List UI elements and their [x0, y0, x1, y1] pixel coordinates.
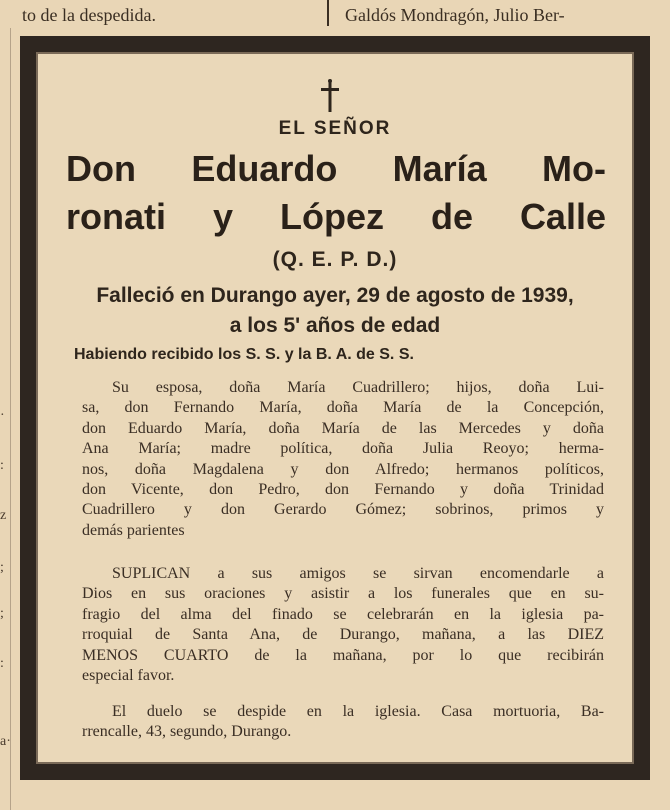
left-column-rule	[10, 28, 11, 810]
text-line: SUPLICAN a sus amigos se sirvan encomendarle a	[112, 565, 604, 582]
column-separator	[327, 0, 329, 26]
deceased-name-line-1	[66, 148, 606, 190]
name-word: y	[212, 196, 234, 237]
request-paragraph	[82, 564, 604, 686]
text-line: Dios en sus oraciones y asistir a los funerales que en su-	[82, 585, 604, 603]
text-line: demás parientes	[82, 521, 185, 539]
left-column-fragment: to de la despedida.	[22, 5, 156, 25]
margin-fragment: ·	[0, 408, 5, 423]
margin-fragment: :	[0, 458, 4, 473]
farewell-paragraph	[82, 702, 604, 743]
name-word: Mo-	[542, 148, 606, 189]
text-line: rroquial de Santa Ana, de Durango, mañana, a las DIEZ	[82, 626, 604, 644]
text-line: especial favor.	[82, 667, 175, 685]
name-word: ronati	[66, 196, 167, 237]
text-line: fragio del alma del finado se celebrarán en la iglesia pa-	[82, 605, 604, 623]
name-word: de	[430, 196, 473, 237]
death-date-line: Falleció en Durango ayer, 29 de agosto de 1939,	[96, 284, 574, 307]
notice-heading: EL SEÑOR	[278, 118, 392, 139]
right-column-fragment: Galdós Mondragón, Julio Ber-	[345, 5, 565, 25]
margin-fragment: :	[0, 656, 4, 671]
margin-fragment: z	[0, 508, 7, 523]
text-line: don Vicente, don Pedro, don Fernando y doña Trinidad	[82, 481, 604, 499]
text-line: Cuadrillero y don Gerardo Gómez; sobrinos, primos y	[82, 501, 604, 519]
sacraments-line: Habiendo recibido los S. S. y la B. A. de S. S.	[74, 346, 414, 363]
previous-column-tail	[0, 0, 670, 28]
text-line: sa, don Fernando María, doña María de la Concepción,	[82, 399, 604, 417]
text-line: nos, doña Magdalena y don Alfredo; hermanos políticos,	[82, 460, 604, 478]
name-word: Calle	[519, 196, 606, 237]
name-word: Eduardo	[191, 148, 338, 189]
name-word: Don	[66, 148, 136, 189]
margin-fragment: ;	[0, 560, 4, 575]
text-line: rrencalle, 43, segundo, Durango.	[82, 723, 292, 741]
deceased-name-line-2	[66, 196, 606, 238]
text-line: don Eduardo María, doña María de las Mercedes y doña	[82, 419, 604, 437]
family-paragraph	[82, 378, 604, 541]
cross-icon	[316, 78, 344, 114]
text-line: Ana María; madre política, doña Julia Reoyo; herma-	[82, 440, 604, 458]
text-line: Su esposa, doña María Cuadrillero; hijos, doña Lui-	[112, 379, 604, 396]
name-word: López	[279, 196, 384, 237]
text-line: MENOS CUARTO de la mañana, por lo que recibirán	[82, 646, 604, 664]
qepd-abbreviation: (Q. E. P. D.)	[272, 248, 398, 271]
margin-fragment: a·	[0, 734, 11, 749]
text-line: El duelo se despide en la iglesia. Casa mortuoria, Ba-	[112, 703, 604, 720]
age-line: a los 5' años de edad	[229, 314, 441, 337]
margin-fragment: ;	[0, 606, 4, 621]
name-word: María	[392, 148, 487, 189]
